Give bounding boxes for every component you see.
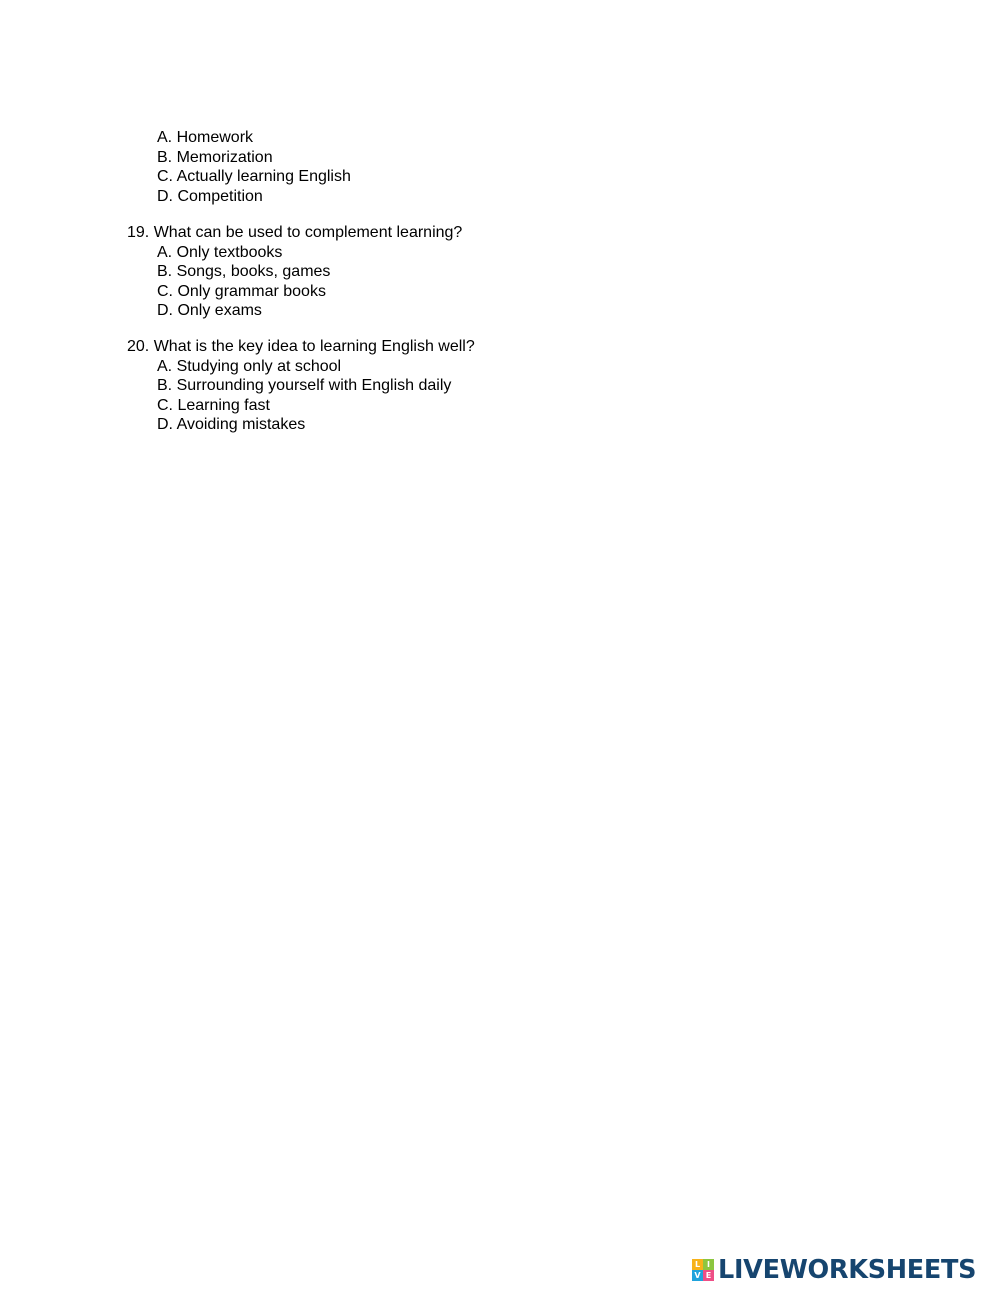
option-a: A. Studying only at school	[157, 357, 342, 375]
question-20-block	[127, 337, 827, 435]
logo-text: LIVEWORKSHEETS	[718, 1255, 977, 1285]
options-list	[127, 128, 827, 206]
logo-cube-letter: V	[692, 1270, 703, 1281]
options-list	[127, 243, 827, 321]
option-c: C. Only grammar books	[157, 282, 326, 300]
logo-cube-letter: E	[703, 1270, 714, 1281]
option-b: B. Songs, books, games	[157, 263, 331, 281]
question-19-block	[127, 223, 827, 321]
liveworksheets-logo	[692, 1255, 976, 1285]
question-20-text: 20. What is the key idea to learning English well?	[127, 338, 475, 355]
option-d: D. Only exams	[157, 302, 262, 320]
option-d: D. Avoiding mistakes	[157, 416, 306, 434]
option-b: B. Surrounding yourself with English daily	[157, 377, 452, 395]
question-19-text: 19. What can be used to complement learning?	[127, 224, 463, 241]
options-list	[127, 357, 827, 435]
logo-cube-icon	[692, 1259, 714, 1281]
option-a: A. Only textbooks	[157, 243, 283, 261]
option-a: A. Homework	[157, 129, 254, 146]
option-b: B. Memorization	[157, 148, 273, 166]
question-18-options-block	[127, 128, 827, 206]
option-d: D. Competition	[157, 187, 263, 205]
option-c: C. Learning fast	[157, 396, 270, 414]
option-c: C. Actually learning English	[157, 168, 351, 186]
logo-cube-letter: I	[703, 1259, 714, 1270]
logo-cube-letter: L	[692, 1259, 703, 1270]
